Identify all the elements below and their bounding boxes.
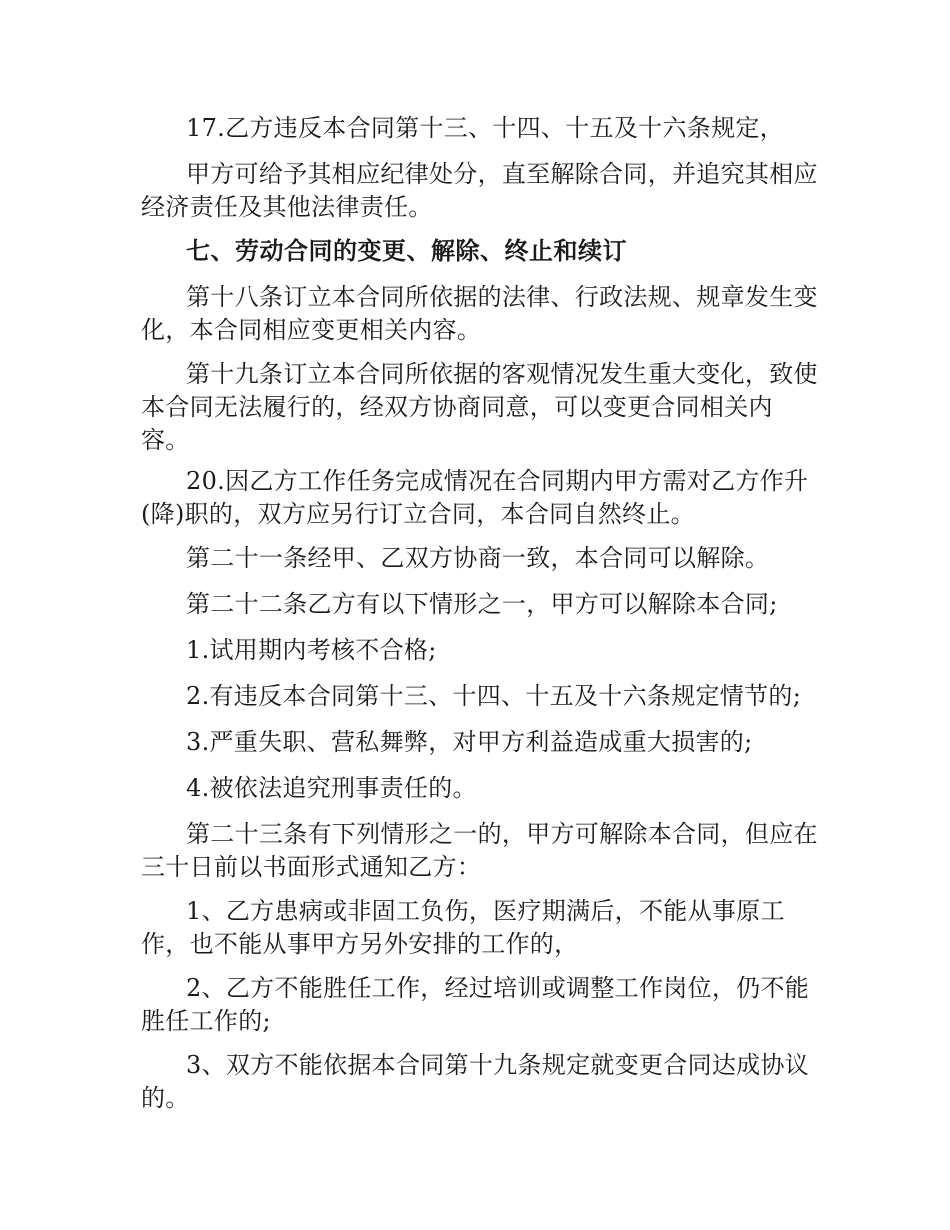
paragraph-article-21: 第二十一条经甲、乙双方协商一致，本合同可以解除。: [186, 544, 770, 572]
list-item-1: 1.试用期内考核不合格;: [186, 636, 437, 664]
paragraph-17: 17.乙方违反本合同第十三、十四、十五及十六条规定，: [186, 114, 784, 142]
list-item-23-3: 3、双方不能依据本合同第十九条规定就变更合同达成协议的。: [141, 1051, 810, 1112]
list-item-2: 2.有违反本合同第十三、十四、十五及十六条规定情节的;: [186, 682, 802, 710]
list-item-23-2: 2、乙方不能胜任工作，经过培训或调整工作岗位，仍不能胜任工作的;: [141, 974, 810, 1035]
list-item-3: 3.严重失职、营私舞弊，对甲方利益造成重大损害的;: [186, 728, 753, 756]
paragraph-article-23: 第二十三条有下列情形之一的，甲方可解除本合同，但应在三十日前以书面形式通知乙方：: [141, 820, 818, 881]
list-item-23-1: 1、乙方患病或非固工负伤，医疗期满后，不能从事原工作，也不能从事甲方另外安排的工作的，: [141, 897, 785, 958]
paragraph-article-19: 第十九条订立本合同所依据的客观情况发生重大变化，致使本合同无法履行的，经双方协商同意，可以变更合同相关内容。: [141, 360, 818, 454]
paragraph-17-continued: 甲方可给予其相应纪律处分，直至解除合同，并追究其相应经济责任及其他法律责任。: [141, 160, 818, 221]
paragraph-20: 20.因乙方工作任务完成情况在合同期内甲方需对乙方作升(降)职的，双方应另行订立合同，本合同自然终止。: [141, 467, 809, 528]
section-heading-7: 七、劳动合同的变更、解除、终止和续订: [186, 237, 627, 265]
paragraph-article-22: 第二十二条乙方有以下情形之一，甲方可以解除本合同;: [186, 590, 778, 618]
list-item-4: 4.被依法追究刑事责任的。: [186, 774, 477, 802]
paragraph-article-18: 第十八条订立本合同所依据的法律、行政法规、规章发生变化，本合同相应变更相关内容。: [141, 283, 818, 344]
